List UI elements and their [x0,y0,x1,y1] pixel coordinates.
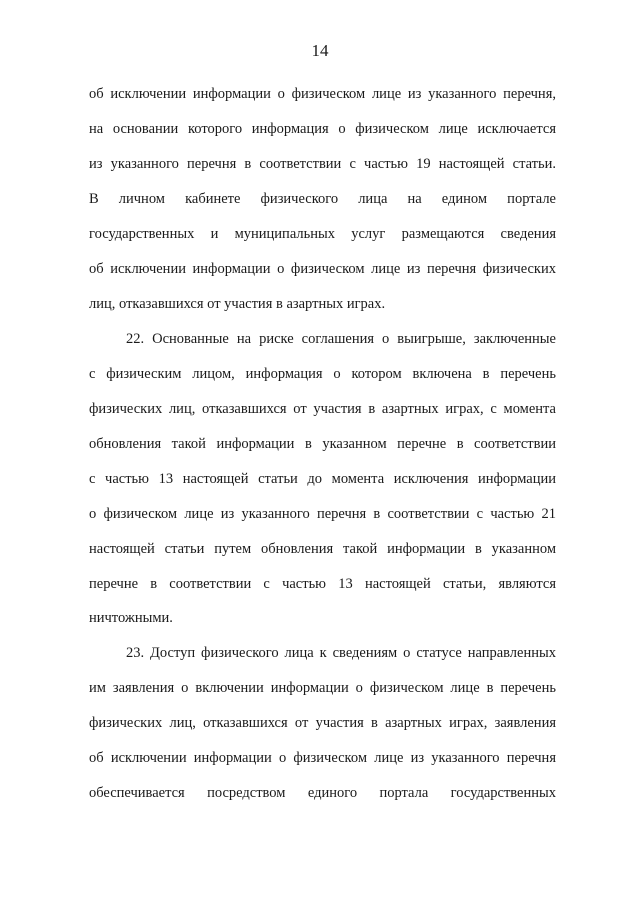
text-line: из указанного перечня в соответствии с частью 19 настоящей статьи. [89,156,556,172]
text-line: обновления такой информации в указанном перечне в соответствии [89,436,556,452]
text-line: обеспечивается посредством единого портала государственных [89,785,556,801]
text-line: о физическом лице из указанного перечня в соответствии с частью 21 [89,506,556,522]
text-line: физических лиц, отказавшихся от участия в азартных играх, заявления [89,715,556,731]
paragraph-22-start: 22. Основанные на риске соглашения о выигрыше, заключенные [126,331,556,347]
text-line: перечне в соответствии с частью 13 настоящей статьи, являются [89,576,556,592]
text-line: физических лиц, отказавшихся от участия в азартных играх, с момента [89,401,556,417]
paragraph-23-start: 23. Доступ физического лица к сведениям о статусе направленных [126,645,556,661]
text-line: В личном кабинете физического лица на едином портале [89,191,556,207]
text-line: об исключении информации о физическом лице из указанного перечня, [89,86,556,102]
text-line: на основании которого информация о физическом лице исключается [89,121,556,137]
text-line: об исключении информации о физическом лице из перечня физических [89,261,556,277]
text-line: лиц, отказавшихся от участия в азартных играх. [89,296,386,312]
text-line: с физическим лицом, информация о котором включена в перечень [89,366,556,382]
text-line: им заявления о включении информации о физическом лице в перечень [89,680,556,696]
text-line: государственных и муниципальных услуг размещаются сведения [89,226,556,242]
text-line: ничтожными. [89,610,173,626]
page-number: 14 [311,41,329,60]
text-line: настоящей статьи путем обновления такой информации в указанном [89,541,556,557]
text-line: об исключении информации о физическом лице из указанного перечня [89,750,556,766]
text-line: с частью 13 настоящей статьи до момента исключения информации [89,471,556,487]
